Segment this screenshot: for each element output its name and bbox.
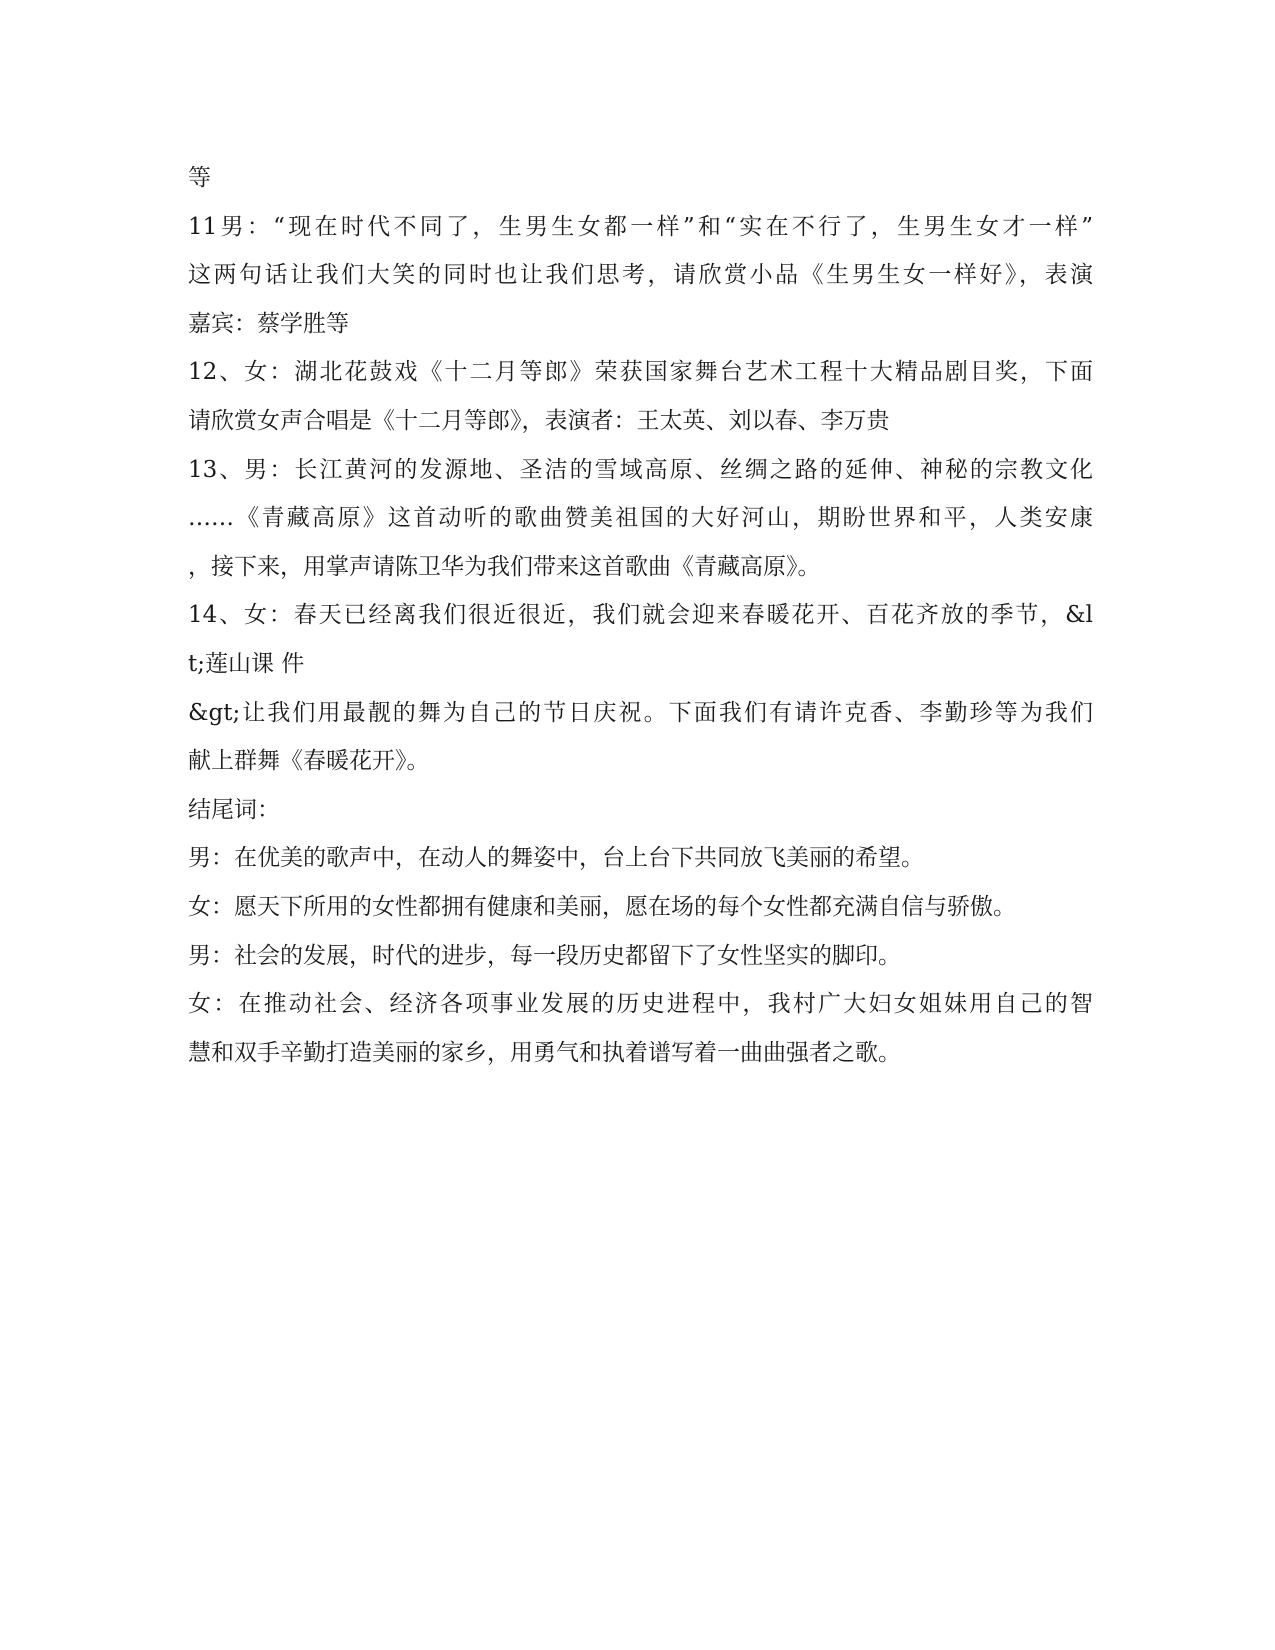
text-line: 结尾词： [188, 796, 280, 823]
text-line: 嘉宾：蔡学胜等 [188, 310, 349, 337]
text-line: 等 [188, 165, 211, 191]
text-line: ……《青藏高原》这首动听的歌曲赞美祖国的大好河山，期盼世界和平，人类安康 [188, 505, 1093, 532]
text-line: 男：社会的发展，时代的进步，每一段历史都留下了女性坚实的脚印。 [188, 942, 901, 969]
text-line: 献上群舞《春暖花开》。 [188, 748, 430, 775]
text-line: 请欣赏女声合唱是《十二月等郎》，表演者：王太英、刘以春、李万贵 [188, 407, 890, 434]
text-line: 慧和双手辛勤打造美丽的家乡，用勇气和执着谱写着一曲曲强者之歌。 [188, 1039, 901, 1066]
document-body [188, 154, 1093, 1077]
text-line: &gt;让我们用最靓的舞为自己的节日庆祝。下面我们有请许克香、李勤珍等为我们 [188, 699, 1093, 726]
text-line: 这两句话让我们大笑的同时也让我们思考，请欣赏小品《生男生女一样好》，表演 [188, 262, 1093, 289]
text-line: 12、女：湖北花鼓戏《十二月等郎》荣获国家舞台艺术工程十大精品剧目奖，下面 [188, 359, 1093, 386]
text-line: 女：愿天下所用的女性都拥有健康和美丽，愿在场的每个女性都充满自信与骄傲。 [188, 893, 1016, 920]
text-line: t;莲山课 件 [188, 650, 305, 677]
text-line: 11男：“现在时代不同了，生男生女都一样”和“实在不行了，生男生女才一样” [188, 213, 1093, 240]
text-line: 男：在优美的歌声中，在动人的舞姿中，台上台下共同放飞美丽的希望。 [188, 845, 924, 872]
text-line: 女：在推动社会、经济各项事业发展的历史进程中，我村广大妇女姐妹用自己的智 [188, 991, 1093, 1018]
text-line: 13、男：长江黄河的发源地、圣洁的雪域高原、丝绸之路的延伸、神秘的宗教文化 [188, 456, 1093, 483]
text-line: ，接下来，用掌声请陈卫华为我们带来这首歌曲《青藏高原》。 [188, 553, 821, 580]
text-line: 14、女：春天已经离我们很近很近，我们就会迎来春暖花开、百花齐放的季节，&l [188, 602, 1093, 629]
